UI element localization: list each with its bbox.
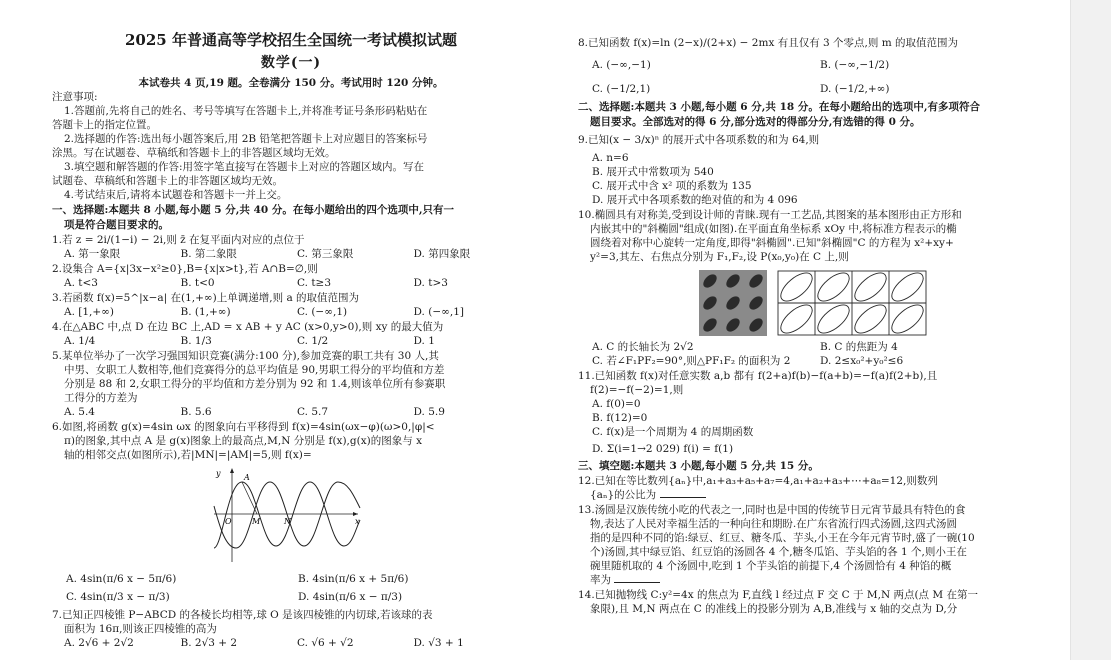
section-2-heading-cont: 题目要求。全部选对的得 6 分,部分选对的得部分分,有选错的得 0 分。 (590, 116, 921, 128)
exam-subtitle: 数学(一) (260, 55, 322, 71)
question-10 (578, 208, 1048, 368)
option-a: A. (−∞,−1) (592, 59, 651, 71)
question-stem-cont: π)的图象,其中点 A 是 g(x)图象上的最高点,M,N 分别是 f(x),g(x)的图象与 x (64, 435, 422, 447)
segment-am (242, 482, 257, 514)
option-a: A. f(0)=0 (592, 398, 641, 410)
question-2 (52, 262, 530, 290)
notice-line: 1.答题前,先将自己的姓名、考号等填写在答题卡上,并将准考证号条形码粘贴在 (64, 105, 428, 117)
option-a: A. C 的长轴长为 2√2 (592, 341, 694, 353)
option-d: D. 1 (413, 335, 435, 347)
option-b: B. (1,+∞) (180, 306, 231, 318)
grid-ellipse (887, 300, 927, 336)
option-d: D. 4sin(π/6 x − π/3) (298, 591, 403, 603)
option-a: A. 5.4 (64, 406, 95, 418)
question-stem: 9.已知(x − 3/x)ⁿ 的展开式中各项系数的和为 64,则 (578, 134, 820, 146)
question-stem-cont: 工得分的方差为 (64, 392, 138, 404)
option-b: B. 4sin(π/6 x + 5π/6) (298, 573, 409, 585)
left-column (52, 0, 530, 650)
question-13 (578, 503, 1048, 587)
option-d: D. (−∞,1] (413, 306, 464, 318)
option-b: B. 5.6 (180, 406, 212, 418)
question-stem-cont: 面积为 16π,则该正四棱锥的高为 (64, 623, 217, 635)
notice-line: 2.选择题的作答:选出每小题答案后,用 2B 铅笔把答题卡上对应题目的答案标号 (64, 133, 428, 145)
option-b: B. (−∞,−1/2) (820, 59, 890, 71)
x-axis-arrow (353, 512, 358, 516)
label-a: A (244, 473, 250, 482)
question-stem: 6.如图,将函数 g(x)=4sin ωx 的图象向右平移得到 f(x)=4sin(ωx−φ)(ω>0,|φ|< (52, 421, 435, 433)
option-d: D. √3 + 1 (413, 637, 464, 649)
grid-ellipse (813, 270, 854, 306)
question-stem-cont: 内嵌其中的"斜椭圆"组成(如图).在平面直角坐标系 xOy 中,将标准方程表示的椭 (590, 223, 957, 235)
question-8 (578, 36, 1048, 96)
option-c: C. √6 + √2 (297, 637, 354, 649)
question-stem: 4.在△ABC 中,点 D 在边 BC 上,AD = x AB + y AC (x>0,y>0),则 xy 的最大值为 (52, 321, 444, 333)
y-axis-arrow (230, 468, 234, 473)
option-a: A. 1/4 (64, 335, 96, 347)
sine-graph-figure (212, 466, 530, 568)
option-d: D. t>3 (413, 277, 448, 289)
exam-info: 本试卷共 4 页,19 题。全卷满分 150 分。考试用时 120 分钟。 (138, 77, 444, 89)
option-row (578, 340, 1048, 354)
option-b: B. 展开式中常数项为 540 (592, 166, 714, 178)
option-a: A. 第一象限 (64, 248, 121, 260)
question-stem: 10.椭圆具有对称美,受到设计师的青睐.现有一工艺品,其图案的基本图形由正方形和 (578, 209, 962, 221)
option-d: D. 展开式中各项系数的绝对值的和为 4 096 (592, 194, 798, 206)
question-stem: 11.已知函数 f(x)对任意实数 a,b 都有 f(2+a)f(b)−f(a+b)=−f(a)f(2+b),且 (578, 370, 938, 382)
option-a: A. t<3 (64, 277, 98, 289)
option-b: B. C 的焦距为 4 (820, 341, 898, 353)
option-row (52, 247, 530, 261)
question-stem: 7.已知正四棱锥 P−ABCD 的各棱长均相等,球 O 是该四棱锥的内切球,若该球的表 (52, 609, 433, 621)
option-d: D. 第四象限 (413, 248, 471, 260)
option-b: B. 第二象限 (180, 248, 237, 260)
answer-blank (614, 573, 660, 583)
option-b: B. t<0 (180, 277, 215, 289)
question-stem-cont: 碗里随机取的 4 个汤圆中,吃到 1 个芋头馅的前提下,4 个汤圆恰有 4 种馅的概 (590, 560, 952, 572)
option-c: C. (−∞,1) (297, 306, 348, 318)
question-stem-cont: 物,表达了人民对幸福生活的一种向往和期盼.在广东省流行四式汤圆,这四式汤圆 (590, 518, 958, 530)
ellipse-tile-figure (699, 270, 767, 336)
option-row (578, 82, 1048, 96)
option-row (52, 636, 530, 650)
option-row (52, 590, 530, 604)
question-stem-text: {aₙ}的公比为 (590, 489, 657, 501)
label-m: M (252, 517, 261, 526)
notice-line: 答题卡上的指定位置。 (52, 119, 157, 131)
ellipse-grid-figure (777, 270, 927, 336)
question-stem-cont (578, 573, 1048, 587)
notice-line: 涂黑。写在试题卷、草稿纸和答题卡上的非答题区域均无效。 (52, 147, 336, 159)
option-d: D. 2≤x₀²+y₀²≤6 (820, 355, 904, 367)
option-b: B. f(12)=0 (592, 412, 648, 424)
label-n: N (284, 517, 291, 526)
question-stem: 1.若 z = 2i/(1−i) − 2i,则 z̄ 在复平面内对应的点位于 (52, 234, 305, 246)
label-y: y (216, 469, 221, 478)
option-c: C. 第三象限 (297, 248, 354, 260)
question-stem-cont: y²=3,其左、右焦点分别为 F₁,F₂,设 P(x₀,y₀)在 C 上,则 (590, 251, 849, 263)
question-7 (52, 608, 530, 650)
question-stem-cont (578, 488, 1048, 502)
option-c: C. t≥3 (297, 277, 332, 289)
grid-ellipse (777, 300, 817, 336)
option-row (52, 405, 530, 419)
question-stem: 5.某单位举办了一次学习强国知识竞赛(满分:100 分),参加竞赛的职工共有 30 人,其 (52, 350, 439, 362)
question-stem-text: 率为 (590, 574, 611, 586)
question-stem-cont: 圆绕着对称中心旋转一定角度,即得"斜椭圆".已知"斜椭圆"C 的方程为 x²+xy+ (590, 237, 954, 249)
question-9 (578, 133, 1048, 207)
option-c: C. 4sin(π/3 x − π/3) (66, 591, 170, 603)
question-stem-cont: 中男、女职工人数相等,他们竞赛得分的总平均值是 90,男职工得分的平均值和方差 (64, 364, 445, 376)
question-stem: 12.已知在等比数列{aₙ}中,a₁+a₃+a₅+a₇=4,a₁+a₂+a₃+⋯+a₈=12,则数列 (578, 475, 938, 487)
section-1-heading-cont: 项是符合题目要求的。 (64, 219, 169, 231)
option-c: C. 展开式中含 x² 项的系数为 135 (592, 180, 752, 192)
grid-ellipse (887, 270, 927, 306)
question-3 (52, 291, 530, 319)
grid-ellipse (850, 270, 891, 306)
question-stem: 3.若函数 f(x)=5^|x−a| 在(1,+∞)上单调递增,则 a 的取值范围为 (52, 292, 360, 304)
ellipse-figures (578, 270, 1048, 336)
option-d: D. (−1/2,+∞) (820, 83, 890, 95)
viewer-side-panel (1070, 0, 1111, 660)
notice-line: 4.考试结束后,请将本试题卷和答题卡一并上交。 (64, 189, 288, 201)
question-stem-cont: 象限),且 M,N 两点在 C 的准线上的投影分别为 A,B,准线与 x 轴的交点为 D,分 (590, 603, 958, 615)
question-stem-cont: 分别是 88 和 2,女职工得分的平均值和方差分别为 92 和 1.4,则该单位所有参赛职 (64, 378, 446, 390)
option-c: C. 若∠F₁PF₂=90°,则△PF₁F₂ 的面积为 2 (592, 355, 791, 367)
option-row (52, 276, 530, 290)
option-a: A. n=6 (592, 152, 629, 164)
option-row (52, 305, 530, 319)
option-row (52, 334, 530, 348)
section-1-heading: 一、选择题:本题共 8 小题,每小题 5 分,共 40 分。在每小题给出的四个选项中,只有一 (52, 204, 454, 216)
question-14 (578, 588, 1048, 616)
question-stem: 13.汤圆是汉族传统小吃的代表之一,同时也是中国的传统节日元宵节最具有特色的食 (578, 504, 966, 516)
option-a: A. 4sin(π/6 x − 5π/6) (66, 573, 177, 585)
label-x: x (355, 517, 360, 526)
right-column (578, 0, 1048, 616)
option-row (578, 354, 1048, 368)
question-stem: 2.设集合 A={x|3x−x²≥0},B={x|x>t},若 A∩B=∅,则 (52, 263, 318, 275)
question-stem: 14.已知抛物线 C:y²=4x 的焦点为 F,直线 l 经过点 F 交 C 于 M,N 两点(点 M 在第一 (578, 589, 978, 601)
section-2-heading: 二、选择题:本题共 3 小题,每小题 6 分,共 18 分。在每小题给出的选项中,有多项符合 (578, 101, 980, 113)
option-d: D. 5.9 (413, 406, 445, 418)
option-b: B. 2√3 + 2 (180, 637, 238, 649)
question-stem: 8.已知函数 f(x)=ln (2−x)/(2+x) − 2mx 有且仅有 3 个零点,则 m 的取值范围为 (578, 37, 959, 49)
option-a: A. 2√6 + 2√2 (64, 637, 134, 649)
sine-graph (212, 466, 362, 564)
label-o: O (225, 517, 232, 526)
option-row (52, 572, 530, 586)
question-4 (52, 320, 530, 348)
option-a: A. [1,+∞) (64, 306, 115, 318)
question-1 (52, 233, 530, 261)
notice-line: 试题卷、草稿纸和答题卡上的非答题区域均无效。 (52, 175, 283, 187)
option-c: C. 1/2 (297, 335, 329, 347)
grid-ellipse (777, 270, 817, 306)
question-12 (578, 474, 1048, 502)
question-stem-cont: 轴的相邻交点(如图所示),若|MN|=|AM|=5,则 f(x)= (64, 449, 312, 461)
question-stem-cont: 指的是四种不同的馅:绿豆、红豆、糖冬瓜、芋头,小王在今年元宵节时,盛了一碗(10 (590, 532, 975, 544)
question-5 (52, 349, 530, 419)
notice-title: 注意事项: (52, 91, 98, 103)
option-c: C. 5.7 (297, 406, 329, 418)
question-11 (578, 369, 1048, 456)
question-6 (52, 420, 530, 604)
option-c: C. f(x)是一个周期为 4 的周期函数 (592, 426, 754, 438)
grid-ellipse (850, 300, 891, 336)
answer-blank (660, 488, 706, 498)
section-3-heading: 三、填空题:本题共 3 小题,每小题 5 分,共 15 分。 (578, 460, 819, 472)
exam-title: 2025 年普通高等学校招生全国统一考试模拟试题 (125, 31, 457, 49)
curve-f (214, 482, 360, 548)
option-c: C. (−1/2,1) (592, 83, 651, 95)
notice-line: 3.填空题和解答题的作答:用签字笔直接写在答题卡上对应的答题区域内。写在 (64, 161, 425, 173)
option-d: D. Σ(i=1→2 029) f(i) = f(1) (592, 443, 734, 455)
question-stem-cont: 个)汤圆,其中绿豆馅、红豆馅的汤圆各 4 个,糖冬瓜馅、芋头馅的各 1 个,则小王在 (590, 546, 967, 558)
grid-ellipse (813, 300, 854, 336)
option-row (578, 58, 1048, 72)
option-b: B. 1/3 (180, 335, 212, 347)
question-stem-cont: f(2)=−f(−2)=1,则 (590, 384, 684, 396)
